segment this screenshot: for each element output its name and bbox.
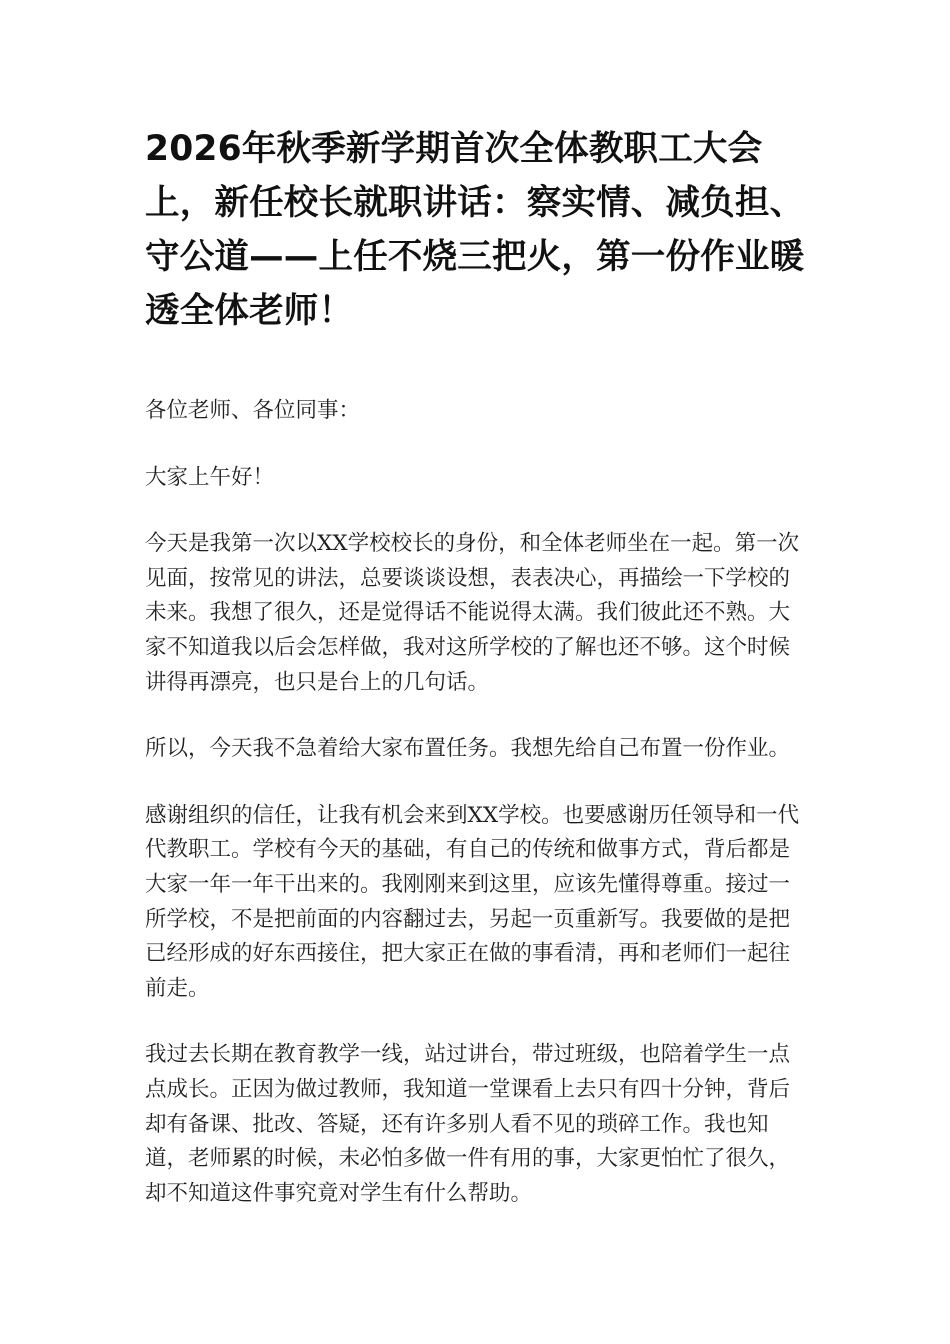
paragraph: 所以，今天我不急着给大家布置任务。我想先给自己布置一份作业。 — [145, 736, 791, 762]
paragraph: 我过去长期在教育教学一线，站过讲台，带过班级，也陪着学生一点点成长。正因为做过教师，我知道一堂课看上去只有四十分钟，背后却有备课、批改、答疑，还有许多别人看不见的琐碎工作。我也知道，老师累的时候，未必怕多做一件有用的事，大家更怕忙了很久，却不知道这件事究竟对学生有什么帮助。 — [145, 1042, 791, 1206]
document-title: 2026年秋季新学期首次全体教职工大会上，新任校长就职讲话：察实情、减负担、守公道——上任不烧三把火，第一份作业暖透全体老师！ — [145, 129, 805, 331]
paragraph: 感谢组织的信任，让我有机会来到XX学校。也要感谢历任领导和一代代教职工。学校有今天的基础，有自己的传统和做事方式，背后都是大家一年一年干出来的。我刚刚来到这里，应该先懂得尊重。接过一所学校，不是把前面的内容翻过去，另起一页重新写。我要做的是把已经形成的好东西接住，把大家正在做的事看清，再和老师们一起往前走。 — [145, 802, 800, 1001]
document-body — [145, 394, 807, 1211]
greeting: 大家上午好！ — [145, 464, 275, 490]
document-page — [145, 122, 807, 1243]
salutation: 各位老师、各位同事： — [145, 398, 361, 423]
paragraph: 今天是我第一次以XX学校校长的身份，和全体老师坐在一起。第一次见面，按常见的讲法，总要谈谈设想，表表决心，再描绘一下学校的未来。我想了很久，还是觉得话不能说得太满。我们彼此还不熟。大家不知道我以后会怎样做，我对这所学校的了解也还不够。这个时候讲得再漂亮，也只是台上的几句话。 — [145, 531, 800, 695]
